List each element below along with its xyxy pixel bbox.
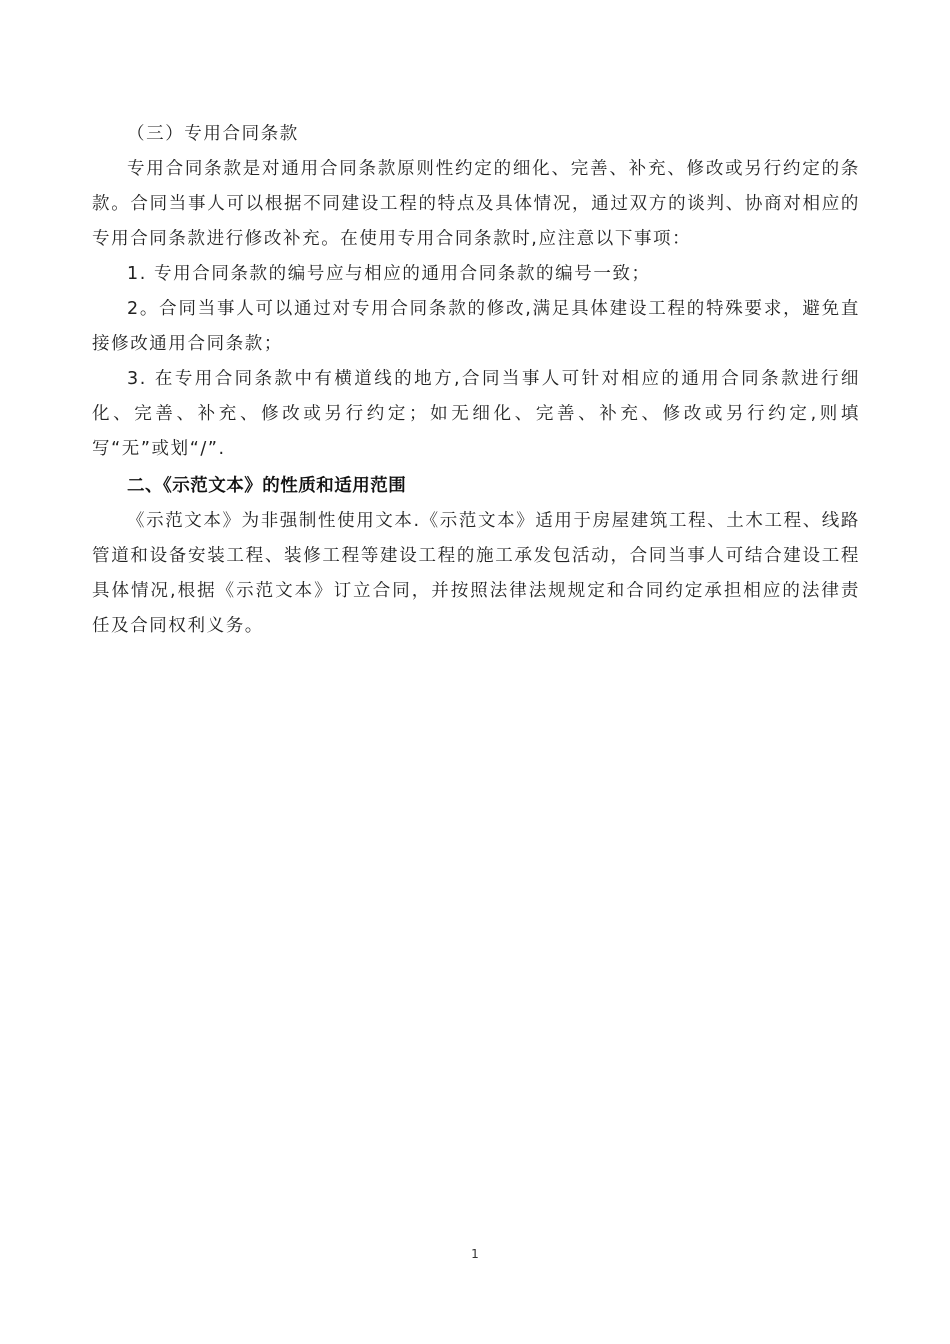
list-item-modification: 2。合同当事人可以通过对专用合同条款的修改,满足具体建设工程的特殊要求，避免直接修改通用合同条款； [92,299,860,354]
paragraph-nature-scope: 《示范文本》为非强制性使用文本.《示范文本》适用于房屋建筑工程、土木工程、线路管道和设备安装工程、装修工程等建设工程的施工承发包活动，合同当事人可结合建设工程具体情况,根据《示范文本》订立合同，并按照法律法规规定和合同约定承担相应的法律责任及合同权利义务。 [92,511,860,636]
section-heading: 二、《示范文本》的性质和适用范围 [127,476,407,496]
page-number: 1 [471,1247,479,1261]
document-body [92,117,860,644]
subsection-heading: （三）专用合同条款 [127,124,299,144]
list-item-numbering: 1. 专用合同条款的编号应与相应的通用合同条款的编号一致； [127,264,651,284]
list-item-dash-lines: 3. 在专用合同条款中有横道线的地方,合同当事人可针对相应的通用合同条款进行细化、完善、补充、修改或另行约定；如无细化、完善、补充、修改或另行约定,则填写“无”或划“/”. [92,369,860,459]
paragraph-special-terms-intro: 专用合同条款是对通用合同条款原则性约定的细化、完善、补充、修改或另行约定的条款。合同当事人可以根据不同建设工程的特点及具体情况，通过双方的谈判、协商对相应的专用合同条款进行修改补充。在使用专用合同条款时,应注意以下事项： [92,159,860,249]
